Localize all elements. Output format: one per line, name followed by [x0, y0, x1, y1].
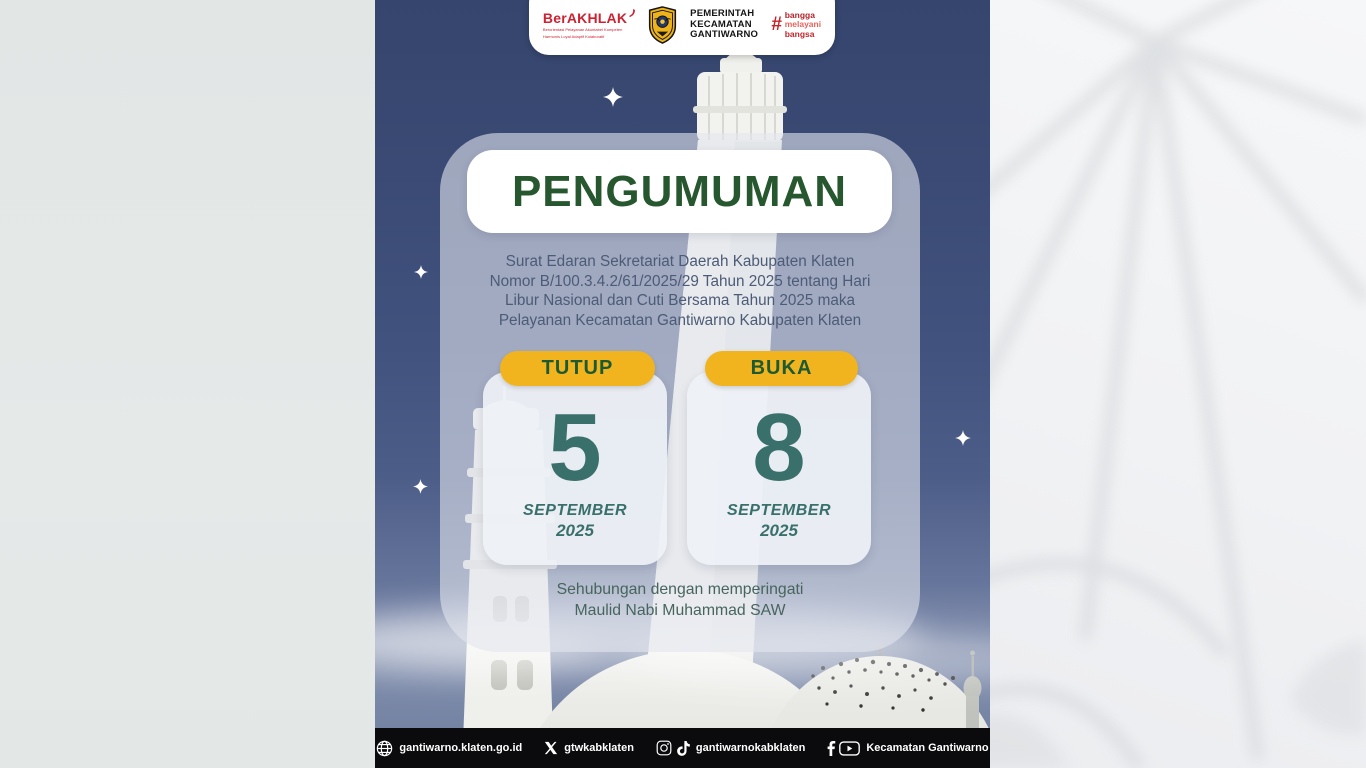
agency-name	[690, 9, 758, 40]
x-twitter-icon	[544, 741, 558, 755]
footer-bar	[375, 728, 990, 768]
instagram-icon	[656, 740, 672, 756]
instagram-tiktok-link[interactable]	[656, 740, 805, 757]
campaign-line: bangga	[784, 9, 815, 20]
website-link[interactable]	[376, 740, 522, 757]
facebook-youtube-link[interactable]	[827, 740, 988, 757]
berakhlak-label: BerAKHLAK	[542, 10, 628, 26]
hashtag-icon: #	[771, 13, 782, 35]
geometric-shadow-pattern	[990, 0, 1366, 768]
body-line: Nomor B/100.3.4.2/61/2025/29 Tahun 2025 tentang Hari	[489, 272, 871, 290]
sparkle-icon	[955, 430, 971, 446]
berakhlak-swoosh-icon	[628, 8, 635, 17]
globe-icon	[376, 740, 393, 757]
title-box	[467, 150, 892, 233]
tiktok-icon	[675, 740, 690, 757]
instagram-tiktok-label: gantiwarnokabklaten	[695, 742, 806, 754]
open-day: 8	[752, 394, 806, 501]
closing-line: Sehubungan dengan memperingati	[556, 581, 804, 598]
bangga-melayani-bangsa-logo	[771, 11, 821, 40]
gantiwarno-crest-icon	[648, 6, 677, 44]
agency-line: PEMERINTAH	[690, 8, 755, 20]
twitter-label: gtwkabklaten	[564, 742, 634, 754]
open-date-card	[687, 372, 871, 565]
header-banner	[529, 0, 835, 55]
sparkle-icon	[414, 265, 428, 279]
closed-badge: TUTUP	[500, 351, 655, 386]
page-title: PENGUMUMAN	[511, 166, 848, 216]
body-line: Pelayanan Kecamatan Gantiwarno Kabupaten Klaten	[498, 311, 862, 329]
open-badge: BUKA	[705, 351, 858, 386]
background-right-panel	[990, 0, 1366, 768]
closed-month: SEPTEMBER	[522, 502, 628, 519]
announcement-body	[445, 252, 915, 330]
sparkle-icon	[603, 87, 623, 107]
website-label: gantiwarno.klaten.go.id	[399, 742, 523, 754]
campaign-line: bangsa	[784, 28, 815, 39]
body-line: Libur Nasional dan Cuti Bersama Tahun 2025 maka	[504, 292, 856, 309]
facebook-youtube-label: Kecamatan Gantiwarno	[866, 742, 989, 754]
twitter-link[interactable]	[544, 741, 634, 755]
announcement-poster	[375, 0, 990, 768]
facebook-icon	[827, 740, 836, 757]
open-month: SEPTEMBER	[726, 502, 832, 519]
background-left-panel	[0, 0, 376, 768]
berakhlak-tagline: Berorientasi Pelayanan Akuntabel Kompeten	[542, 27, 623, 32]
body-line: Surat Edaran Sekretariat Daerah Kabupaten Klaten	[505, 253, 855, 270]
open-year: 2025	[760, 521, 798, 540]
berakhlak-tagline: Harmonis Loyal Adaptif Kolaboratif	[542, 34, 605, 39]
closed-year: 2025	[556, 521, 594, 540]
berakhlak-logo	[543, 10, 635, 40]
agency-line: GANTIWARNO	[690, 29, 759, 41]
closed-date-card	[483, 372, 667, 565]
sparkle-icon	[413, 479, 428, 494]
youtube-icon	[839, 741, 860, 756]
agency-line: KECAMATAN	[690, 18, 752, 30]
closing-note	[440, 579, 920, 621]
closing-line: Maulid Nabi Muhammad SAW	[574, 602, 786, 619]
closed-day: 5	[548, 394, 602, 501]
campaign-line: melayani	[784, 19, 822, 30]
